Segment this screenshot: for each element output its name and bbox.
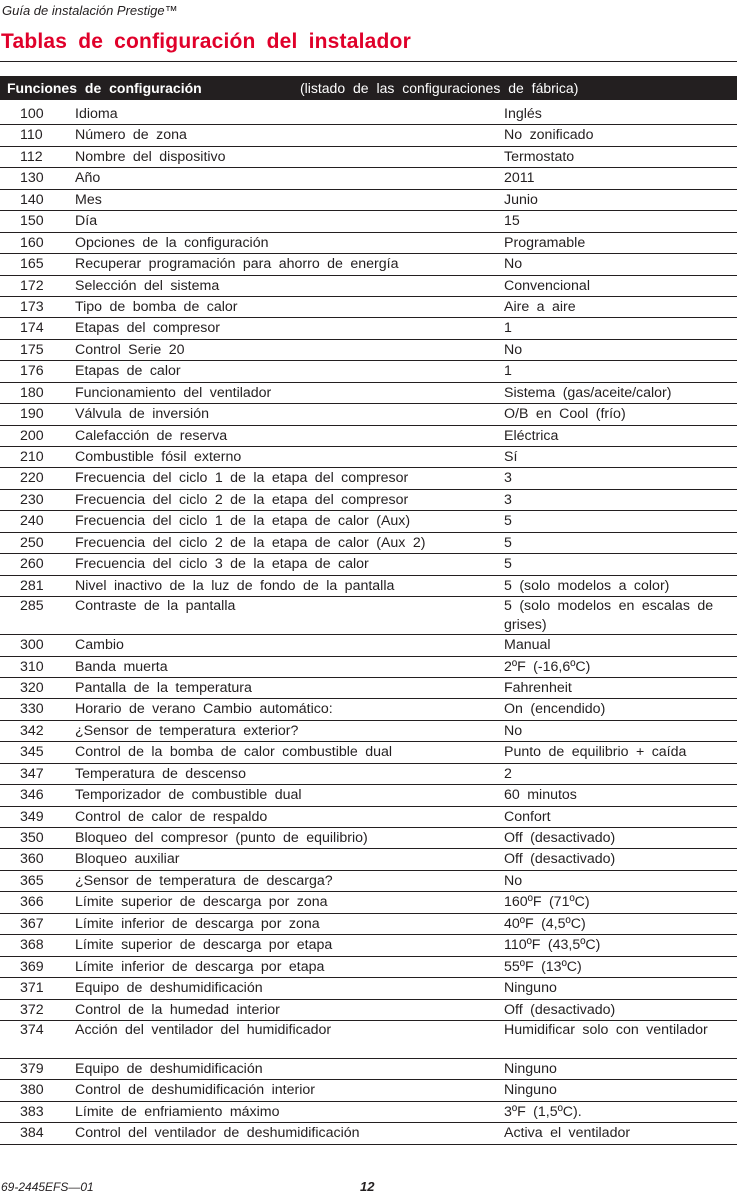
row-code: 360 <box>20 851 44 868</box>
table-row <box>0 764 737 785</box>
table-row <box>0 361 737 382</box>
table-row <box>0 597 737 635</box>
row-value: No <box>504 722 523 739</box>
row-value: 110ºF (43,5ºC) <box>504 937 601 954</box>
row-function: Número de zona <box>75 127 187 144</box>
row-value: No <box>504 872 523 889</box>
row-function: Recuperar programación para ahorro de energía <box>75 256 399 273</box>
row-function: Límite de enfriamiento máximo <box>75 1103 280 1120</box>
table-row <box>0 1102 737 1123</box>
row-function: Funcionamiento del ventilador <box>75 384 272 401</box>
row-value: Activa el ventilador <box>504 1125 631 1142</box>
table-row <box>0 318 737 339</box>
row-value: On (encendido) <box>504 701 606 718</box>
table-row <box>0 190 737 211</box>
row-value: Inglés <box>504 106 542 122</box>
row-function: Opciones de la configuración <box>75 234 269 251</box>
row-value: 55ºF (13ºC) <box>504 958 582 975</box>
row-code: 383 <box>20 1103 44 1120</box>
row-function: Combustible fósil externo <box>75 449 242 465</box>
table-row <box>0 254 737 275</box>
row-function: Frecuencia del ciclo 2 de la etapa del compresor <box>75 491 409 508</box>
table-row <box>0 447 737 468</box>
table-row <box>0 1123 737 1144</box>
row-function: Nombre del dispositivo <box>75 148 226 165</box>
row-function: Límite superior de descarga por zona <box>75 894 328 911</box>
row-function: Control de la humedad interior <box>75 1001 280 1018</box>
table-row <box>0 276 737 297</box>
title-rule <box>0 61 737 62</box>
row-value: 3ºF (1,5ºC). <box>504 1103 582 1120</box>
row-code: 160 <box>20 234 44 251</box>
table-row <box>0 849 737 870</box>
row-value: 2 <box>504 765 512 782</box>
table-row <box>0 1080 737 1101</box>
table-row <box>0 657 737 678</box>
row-code: 250 <box>20 534 44 551</box>
row-code: 285 <box>20 598 44 615</box>
row-function: Cambio <box>75 637 124 654</box>
row-value: Off (desactivado) <box>504 851 616 868</box>
table-row <box>0 978 737 999</box>
row-value: 5 (solo modelos en escalas de grises) <box>504 598 714 634</box>
row-value: Eléctrica <box>504 427 559 444</box>
row-function: Frecuencia del ciclo 3 de la etapa de calor <box>75 556 369 573</box>
row-code: 346 <box>20 787 44 804</box>
row-value: Manual <box>504 637 551 654</box>
table-row <box>0 168 737 189</box>
table-row <box>0 233 737 254</box>
config-table <box>0 104 737 1145</box>
row-function: Frecuencia del ciclo 2 de la etapa de calor (Aux 2) <box>75 534 426 551</box>
row-function: Contraste de la pantalla <box>75 598 236 615</box>
row-code: 230 <box>20 491 44 508</box>
row-function: Banda muerta <box>75 658 168 675</box>
row-code: 310 <box>20 658 44 675</box>
row-value: 15 <box>504 213 520 230</box>
row-code: 240 <box>20 513 44 530</box>
row-code: 180 <box>20 384 44 401</box>
row-function: ¿Sensor de temperatura exterior? <box>75 722 299 739</box>
row-function: ¿Sensor de temperatura de descarga? <box>75 872 333 889</box>
row-code: 369 <box>20 958 44 975</box>
table-row <box>0 935 737 956</box>
row-value: 1 <box>504 320 512 337</box>
row-function: Idioma <box>75 106 118 122</box>
row-function: Bloqueo del compresor (punto de equilibrio) <box>75 830 368 846</box>
row-value: Aire a aire <box>504 298 576 315</box>
table-row <box>0 297 737 318</box>
row-code: 372 <box>20 1001 44 1018</box>
row-function: Pantalla de la temperatura <box>75 679 252 696</box>
table-header-title: Funciones de configuración <box>7 80 202 96</box>
row-value: Programable <box>504 234 586 251</box>
table-row <box>0 807 737 828</box>
row-value: 5 <box>504 513 512 530</box>
table-row <box>0 699 737 720</box>
row-function: Válvula de inversión <box>75 406 209 423</box>
table-row <box>0 914 737 935</box>
table-row <box>0 742 737 763</box>
row-code: 366 <box>20 894 44 911</box>
row-code: 379 <box>20 1060 44 1077</box>
row-value: 3 <box>504 491 512 508</box>
table-row <box>0 104 737 125</box>
row-value: 3 <box>504 470 512 487</box>
row-code: 173 <box>20 298 44 315</box>
row-code: 368 <box>20 937 44 954</box>
row-value: 40ºF (4,5ºC) <box>504 915 586 932</box>
table-row <box>0 828 737 849</box>
row-value: No zonificado <box>504 127 594 144</box>
table-row <box>0 125 737 146</box>
row-value: 5 (solo modelos a color) <box>504 577 670 594</box>
row-value: Ninguno <box>504 1060 557 1077</box>
table-row <box>0 468 737 489</box>
row-code: 281 <box>20 577 44 594</box>
row-code: 150 <box>20 213 44 230</box>
table-row <box>0 678 737 699</box>
row-function: Calefacción de reserva <box>75 427 228 444</box>
row-value: 1 <box>504 363 512 380</box>
row-value: 2011 <box>504 170 535 187</box>
row-function: Nivel inactivo de la luz de fondo de la pantalla <box>75 577 395 594</box>
row-value: Ninguno <box>504 1082 557 1099</box>
row-code: 380 <box>20 1082 44 1099</box>
row-code: 175 <box>20 341 44 358</box>
row-function: Selección del sistema <box>75 277 220 294</box>
table-header-note: (listado de las configuraciones de fábrica) <box>300 80 579 96</box>
row-function: Horario de verano Cambio automático: <box>75 701 333 718</box>
table-row <box>0 404 737 425</box>
row-value: 2ºF (-16,6ºC) <box>504 658 591 675</box>
row-function: Control de la bomba de calor combustible dual <box>75 744 393 761</box>
row-code: 210 <box>20 449 44 465</box>
row-function: Frecuencia del ciclo 1 de la etapa del compresor <box>75 470 409 487</box>
row-code: 172 <box>20 277 44 294</box>
table-row <box>0 383 737 404</box>
table-row <box>0 1021 737 1059</box>
table-row <box>0 957 737 978</box>
table-row <box>0 511 737 532</box>
row-function: Control Serie 20 <box>75 341 185 358</box>
row-code: 220 <box>20 470 44 487</box>
row-value: Junio <box>504 191 538 208</box>
row-code: 347 <box>20 765 44 782</box>
row-function: Etapas de calor <box>75 363 181 380</box>
row-code: 165 <box>20 256 44 273</box>
row-function: Etapas del compresor <box>75 320 221 337</box>
row-code: 112 <box>20 148 43 165</box>
row-code: 110 <box>20 127 43 144</box>
row-function: Temperatura de descenso <box>75 765 247 782</box>
row-value: Off (desactivado) <box>504 1001 616 1018</box>
row-code: 300 <box>20 637 44 654</box>
table-row <box>0 426 737 447</box>
row-value: 160ºF (71ºC) <box>504 894 590 911</box>
row-value: Punto de equilibrio + caída <box>504 744 687 761</box>
row-function: Bloqueo auxiliar <box>75 851 180 868</box>
row-code: 345 <box>20 744 44 761</box>
row-code: 374 <box>20 1021 44 1038</box>
row-value: No <box>504 341 523 358</box>
row-code: 176 <box>20 363 44 380</box>
row-code: 365 <box>20 872 44 889</box>
row-function: Límite inferior de descarga por etapa <box>75 958 325 975</box>
row-value: 5 <box>504 556 512 573</box>
row-code: 330 <box>20 701 44 718</box>
row-code: 349 <box>20 808 44 825</box>
running-head: Guía de instalación Prestige™ <box>2 3 178 18</box>
table-row <box>0 533 737 554</box>
row-function: Acción del ventilador del humidificador <box>75 1021 332 1038</box>
row-code: 190 <box>20 406 44 423</box>
table-header <box>0 76 737 100</box>
row-function: Temporizador de combustible dual <box>75 787 302 804</box>
row-function: Frecuencia del ciclo 1 de la etapa de calor (Aux) <box>75 513 411 530</box>
table-row <box>0 1000 737 1021</box>
table-row <box>0 147 737 168</box>
row-code: 384 <box>20 1125 44 1142</box>
row-value: Sistema (gas/aceite/calor) <box>504 384 672 401</box>
row-code: 200 <box>20 427 44 444</box>
row-code: 140 <box>20 191 44 208</box>
row-function: Día <box>75 213 98 230</box>
row-value: Fahrenheit <box>504 679 572 696</box>
row-function: Equipo de deshumidificación <box>75 980 263 997</box>
table-row <box>0 785 737 806</box>
row-function: Tipo de bomba de calor <box>75 298 238 315</box>
row-value: Sí <box>504 449 518 465</box>
row-value: O/B en Cool (frío) <box>504 406 626 423</box>
row-code: 367 <box>20 915 44 932</box>
section-title: Tablas de configuración del instalador <box>1 30 411 53</box>
table-row <box>0 576 737 597</box>
row-value: No <box>504 256 523 273</box>
row-function: Límite superior de descarga por etapa <box>75 937 333 954</box>
row-value: 5 <box>504 534 512 551</box>
table-row <box>0 892 737 913</box>
row-code: 320 <box>20 679 44 696</box>
table-row <box>0 554 737 575</box>
footer-doc-number: 69-2445EFS—01 <box>1 1180 94 1194</box>
row-function: Control de calor de respaldo <box>75 808 268 825</box>
row-function: Equipo de deshumidificación <box>75 1060 263 1077</box>
row-function: Mes <box>75 191 102 208</box>
table-row <box>0 721 737 742</box>
row-value: Humidificar solo con ventilador <box>504 1021 708 1038</box>
row-value: Ninguno <box>504 980 557 997</box>
row-code: 130 <box>20 170 44 187</box>
row-function: Límite inferior de descarga por zona <box>75 915 320 932</box>
table-row <box>0 871 737 892</box>
row-value: Confort <box>504 808 551 825</box>
row-code: 342 <box>20 722 44 739</box>
table-row <box>0 211 737 232</box>
row-code: 100 <box>20 106 44 122</box>
row-function: Control de deshumidificación interior <box>75 1082 315 1099</box>
table-row <box>0 1059 737 1080</box>
footer-page-number: 12 <box>360 1179 375 1194</box>
row-code: 260 <box>20 556 44 573</box>
row-value: 60 minutos <box>504 787 577 804</box>
row-function: Control del ventilador de deshumidificación <box>75 1125 360 1142</box>
row-function: Año <box>75 170 101 187</box>
table-row <box>0 635 737 656</box>
row-value: Convencional <box>504 277 590 294</box>
row-value: Termostato <box>504 148 575 165</box>
row-value: Off (desactivado) <box>504 830 616 846</box>
row-code: 350 <box>20 830 44 846</box>
row-code: 174 <box>20 320 44 337</box>
table-row <box>0 340 737 361</box>
row-code: 371 <box>20 980 44 997</box>
table-row <box>0 490 737 511</box>
